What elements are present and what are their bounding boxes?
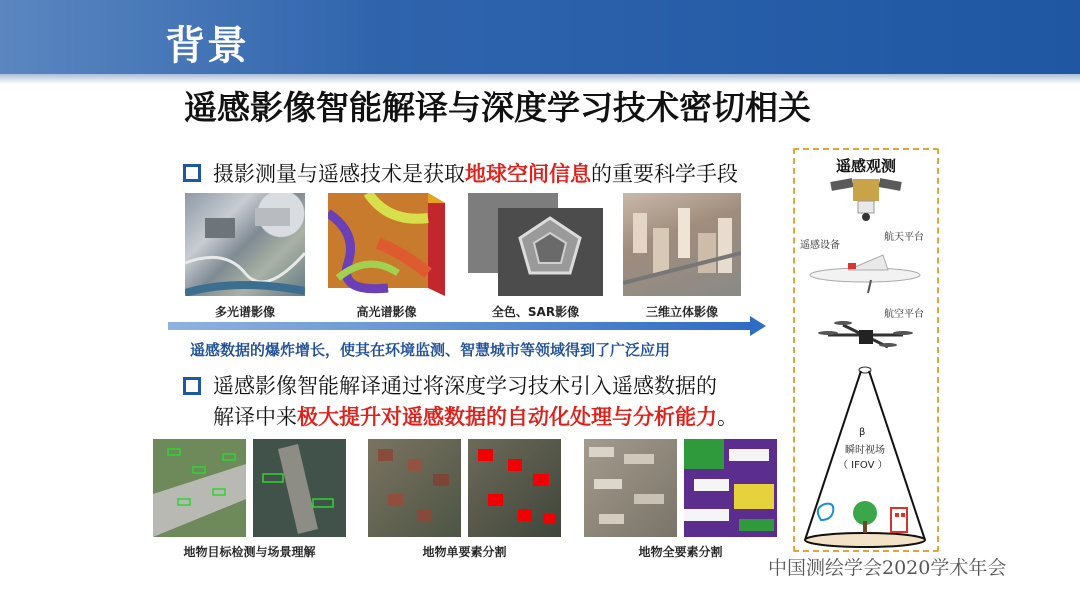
caption-detection: 地物目标检测与场景理解 (183, 545, 316, 559)
bullet-1-text (213, 158, 738, 188)
bullet-1-highlight: 地球空间信息 (465, 162, 591, 186)
arrow-right-icon (750, 316, 766, 336)
panchromatic-sar-image (468, 193, 603, 296)
stereo-3d-image (623, 193, 741, 296)
bullet-square-icon (183, 164, 201, 182)
caption-pan-sar: 全色、SAR影像 (491, 305, 580, 319)
detection-image-2 (253, 439, 346, 537)
urban-mask (684, 439, 777, 537)
header-bar (0, 0, 1080, 74)
caption-stereo: 三维立体影像 (645, 305, 718, 319)
city-buildings (623, 193, 741, 296)
pentagon-imagery (468, 193, 603, 296)
slide-title: 遥感影像智能解译与深度学习技术密切相关 (184, 88, 811, 127)
beta-label: β (859, 427, 866, 438)
ship-detection (253, 439, 346, 537)
all-element-image (584, 439, 677, 537)
caption-single-element: 地物单要素分割 (422, 545, 507, 559)
caption-multispectral: 多光谱影像 (214, 305, 275, 319)
bullet-1-after: 的重要科学手段 (591, 162, 738, 186)
bullet-2-line1: 遥感影像智能解译通过将深度学习技术引入遥感数据的 (213, 374, 717, 398)
bullet-2-highlight: 极大提升对遥感数据的自动化处理与分析能力 (297, 405, 717, 429)
road-detection (153, 439, 246, 537)
detection-image-1 (153, 439, 246, 537)
bullet-1-before: 摄影测量与遥感技术是获取 (213, 162, 465, 186)
section-title: 背景 (165, 23, 249, 69)
growth-arrow-line (168, 322, 753, 330)
bullet-1 (183, 158, 738, 188)
satellite-icon (830, 178, 901, 221)
caption-all-element: 地物全要素分割 (638, 545, 723, 559)
ifov-label: 瞬时视场 (845, 445, 885, 456)
drone-icon (818, 321, 913, 347)
airplane-icon (810, 255, 920, 293)
all-element-mask (684, 439, 777, 537)
single-element-image (368, 439, 461, 537)
multispectral-image (185, 193, 305, 296)
bullet-square-icon (183, 377, 201, 395)
houses-raw (368, 439, 461, 537)
urban-raw (584, 439, 677, 537)
caption-hyperspectral: 高光谱影像 (356, 305, 417, 319)
hyperspectral-image (328, 193, 445, 296)
bullet-2 (183, 371, 783, 433)
hyperspectral-cube (328, 193, 445, 296)
arrow-caption: 遥感数据的爆炸增长，使其在环境监测、智慧城市等领域得到了广泛应用 (190, 341, 671, 359)
observation-title: 遥感观测 (835, 157, 896, 175)
conference-footer: 中国测绘学会2020学术年会 (768, 557, 1007, 579)
bullet-2-line2 (213, 402, 738, 433)
single-element-mask (468, 439, 561, 537)
ground-objects-icon (818, 501, 907, 533)
bullet-2-line2-before: 解译中来 (213, 405, 297, 429)
houses-mask (468, 439, 561, 537)
space-platform-label: 航天平台 (884, 232, 924, 243)
air-platform-label: 航空平台 (884, 309, 924, 320)
multispectral-detail (185, 193, 305, 296)
ifov-abbr-label: （ IFOV ） (838, 460, 888, 471)
sensor-label: 遥感设备 (800, 240, 840, 251)
bullet-2-text (213, 371, 738, 433)
bullet-2-line2-after: 。 (717, 405, 738, 429)
